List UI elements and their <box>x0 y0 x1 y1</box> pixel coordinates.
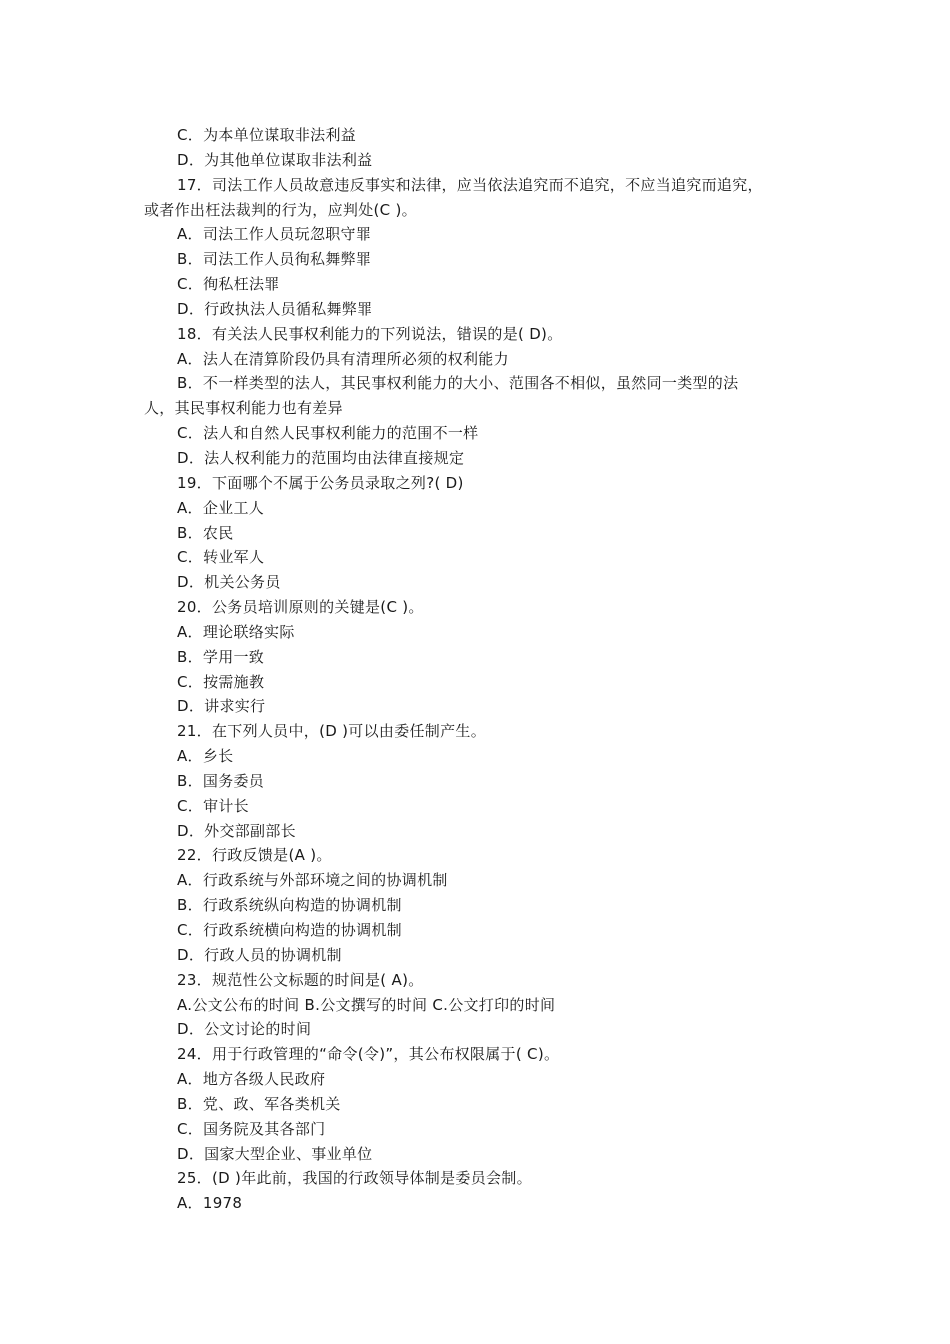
text-line: 24．用于行政管理的“命令(令)”，其公布权限属于( C)。 <box>177 1045 560 1064</box>
text-line: D．公文讨论的时间 <box>177 1020 312 1039</box>
text-line: C．徇私枉法罪 <box>177 275 280 294</box>
text-line: D．机关公务员 <box>177 573 281 592</box>
text-line: D．国家大型企业、事业单位 <box>177 1144 373 1163</box>
text-line: B．行政系统纵向构造的协调机制 <box>177 896 402 915</box>
text-line: 23．规范性公文标题的时间是( A)。 <box>177 970 424 989</box>
text-line: 22．行政反馈是(A )。 <box>177 846 332 865</box>
text-line: B．不一样类型的法人，其民事权利能力的大小、范围各不相似，虽然同一类型的法 <box>177 374 739 393</box>
text-line: 21．在下列人员中，(D )可以由委任制产生。 <box>177 722 487 741</box>
document-body <box>0 123 950 1216</box>
text-line: D．讲求实行 <box>177 697 266 716</box>
text-line: D．为其他单位谋取非法利益 <box>177 150 373 169</box>
text-line: A．法人在清算阶段仍具有清理所必须的权利能力 <box>177 349 509 368</box>
text-line: 或者作出枉法裁判的行为，应判处(C )。 <box>144 200 417 219</box>
text-line: A．乡长 <box>177 747 234 766</box>
text-line: B．党、政、军各类机关 <box>177 1094 341 1113</box>
text-line: 19．下面哪个不属于公务员录取之列?( D) <box>177 473 464 492</box>
text-line: C．按需施教 <box>177 672 265 691</box>
text-line: A.公文公布的时间 B.公文撰写的时间 C.公文打印的时间 <box>177 995 556 1014</box>
text-line: A．1978 <box>177 1194 243 1213</box>
text-line: A．司法工作人员玩忽职守罪 <box>177 225 372 244</box>
text-line: D．行政人员的协调机制 <box>177 945 342 964</box>
text-line: 人，其民事权利能力也有差异 <box>144 399 343 418</box>
text-line: C．法人和自然人民事权利能力的范围不一样 <box>177 424 479 443</box>
text-line: C．国务院及其各部门 <box>177 1119 326 1138</box>
text-line: B．农民 <box>177 523 234 542</box>
text-line: 25．(D )年此前，我国的行政领导体制是委员会制。 <box>177 1169 532 1188</box>
text-line: A．行政系统与外部环境之间的协调机制 <box>177 871 448 890</box>
text-line: C．审计长 <box>177 796 249 815</box>
text-line: 18．有关法人民事权利能力的下列说法，错误的是( D)。 <box>177 324 563 343</box>
text-line: B．国务委员 <box>177 771 265 790</box>
text-line: A．企业工人 <box>177 498 265 517</box>
text-line: D．法人权利能力的范围均由法律直接规定 <box>177 448 465 467</box>
text-line: A．地方各级人民政府 <box>177 1070 326 1089</box>
text-line: 20．公务员培训原则的关键是(C )。 <box>177 598 424 617</box>
text-line: C．行政系统横向构造的协调机制 <box>177 921 402 939</box>
text-line: 17．司法工作人员故意违反事实和法律，应当依法追究而不追究，不应当追究而追究， <box>177 175 763 194</box>
text-line: B．司法工作人员徇私舞弊罪 <box>177 250 372 269</box>
text-line: D．外交部副部长 <box>177 821 296 840</box>
text-line: B．学用一致 <box>177 647 265 666</box>
text-line: A．理论联络实际 <box>177 622 295 641</box>
text-line: C．为本单位谋取非法利益 <box>177 126 357 144</box>
text-line: D．行政执法人员循私舞弊罪 <box>177 299 373 318</box>
text-line: C．转业军人 <box>177 548 265 567</box>
